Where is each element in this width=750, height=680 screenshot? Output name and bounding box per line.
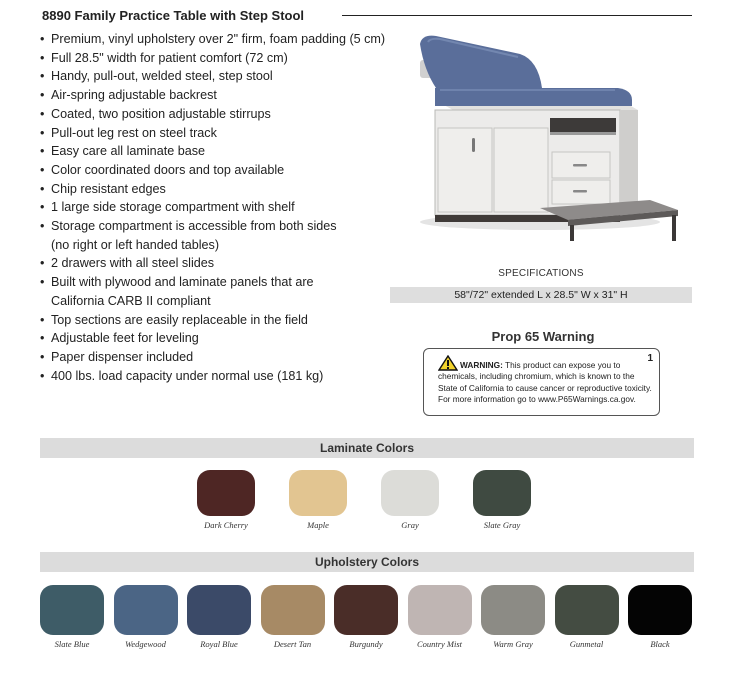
feature-item [40, 105, 390, 124]
bullet-icon: • [40, 219, 45, 234]
warning-line-3: State of California to cause cancer or reproductive toxicity. [438, 382, 652, 393]
drawer-1-handle [573, 164, 587, 167]
warning-text-1: This product can expose you to [502, 360, 621, 370]
feature-text: Top sections are easily replaceable in the field [51, 312, 308, 327]
upholstery-swatch-label: Burgundy [349, 639, 383, 649]
bullet-icon: • [40, 162, 45, 177]
feature-item [40, 217, 390, 254]
upholstery-swatch-burgundy [334, 585, 398, 635]
bullet-icon: • [40, 32, 45, 46]
drawer-2-handle [573, 190, 587, 193]
laminate-swatch-label: Dark Cherry [204, 520, 248, 530]
prop65-title: Prop 65 Warning [491, 329, 595, 344]
door-handle [472, 138, 475, 152]
laminate-swatch-dark-cherry [197, 470, 255, 516]
upholstery-swatch-country-mist [408, 585, 472, 635]
feature-text: Paper dispenser included [51, 349, 194, 364]
upholstery-swatch-label: Country Mist [416, 639, 463, 649]
feature-text: 400 lbs. load capacity under normal use (181 kg) [51, 368, 324, 383]
bullet-icon: • [40, 312, 45, 327]
bullet-icon: • [40, 106, 45, 121]
upholstery-swatch-label: Royal Blue [200, 639, 238, 649]
cabinet-side [620, 110, 638, 215]
feature-item [40, 180, 390, 199]
feature-text: Handy, pull-out, welded steel, step stool [51, 69, 273, 84]
feature-item [40, 329, 390, 348]
bullet-icon: • [40, 88, 45, 103]
upholstery-swatch-label: Desert Tan [273, 639, 312, 649]
upholstery-swatch-slate-blue [40, 585, 104, 635]
laminate-swatch-label: Gray [401, 520, 419, 530]
feature-text: Storage compartment is accessible from both sides [51, 219, 337, 234]
upholstery-swatch-label: Wedgewood [125, 639, 166, 649]
feature-text: 1 large side storage compartment with shelf [51, 200, 295, 215]
feature-text: Adjustable feet for leveling [51, 331, 199, 346]
feature-text: Easy care all laminate base [51, 144, 206, 159]
cabinet-door-left [438, 128, 492, 212]
feature-item [40, 254, 390, 273]
feature-item [40, 67, 390, 86]
feature-item [40, 161, 390, 180]
feature-text: Coated, two position adjustable stirrups [51, 106, 271, 121]
upholstery-swatch-gunmetal [555, 585, 619, 635]
feature-item [40, 49, 390, 68]
specifications-label: SPECIFICATIONS [498, 268, 584, 279]
bullet-icon: • [40, 275, 45, 290]
step-stool-leg-right [672, 215, 676, 241]
warning-line-1 [438, 355, 651, 371]
feature-text: Color coordinated doors and top available [51, 162, 285, 177]
upholstery-swatch-royal-blue [187, 585, 251, 635]
leg-rest [550, 118, 616, 132]
laminate-swatch-label: Maple [307, 520, 329, 530]
feature-item [40, 311, 390, 330]
upholstery-swatch-label: Slate Blue [54, 639, 90, 649]
feature-text: Premium, vinyl upholstery over 2" firm, foam padding (5 cm) [51, 32, 386, 46]
page-title: 8890 Family Practice Table with Step Stool [42, 8, 310, 23]
warning-number: 1 [647, 353, 653, 364]
bullet-icon: • [40, 256, 45, 271]
upholstery-swatch-label: Black [650, 639, 670, 649]
title-row [42, 8, 692, 24]
warning-triangle-icon [438, 355, 458, 371]
bullet-icon: • [40, 69, 45, 84]
feature-item [40, 273, 390, 310]
title-rule [342, 15, 692, 16]
warning-line-4: For more information go to www.P65Warnings.ca.gov. [438, 394, 636, 405]
bullet-icon: • [40, 125, 45, 140]
leg-rest-rail [550, 132, 616, 135]
feature-text: Pull-out leg rest on steel track [51, 125, 217, 140]
bullet-icon: • [40, 349, 45, 364]
upholstery-backrest [420, 36, 542, 88]
feature-text: Built with plywood and laminate panels that are [51, 275, 314, 290]
feature-list [40, 30, 390, 385]
laminate-swatch-label: Slate Gray [483, 520, 521, 530]
upholstery-swatch-label: Warm Gray [493, 639, 533, 649]
laminate-swatch-gray [381, 470, 439, 516]
bullet-icon: • [40, 50, 45, 65]
feature-text: Full 28.5" width for patient comfort (72 cm) [51, 50, 288, 65]
feature-text: Air-spring adjustable backrest [51, 88, 217, 103]
feature-item [40, 142, 390, 161]
bullet-icon: • [40, 181, 45, 196]
feature-text: Chip resistant edges [51, 181, 166, 196]
bullet-icon: • [40, 200, 45, 215]
cabinet-door-right [494, 128, 548, 212]
feature-item [40, 30, 390, 49]
bullet-icon: • [40, 368, 45, 383]
feature-item [40, 86, 390, 105]
feature-item [40, 367, 390, 386]
upholstery-swatch-black [628, 585, 692, 635]
upholstery-swatch-warm-gray [481, 585, 545, 635]
upholstery-swatch-desert-tan [261, 585, 325, 635]
feature-item [40, 348, 390, 367]
upholstery-swatch-label: Gunmetal [569, 639, 604, 649]
upholstery-colors-header: Upholstery Colors [40, 552, 694, 572]
upholstery-swatch-wedgewood [114, 585, 178, 635]
specifications-value: 58"/72" extended L x 28.5" W x 31" H [390, 287, 692, 303]
laminate-swatch-slate-gray [473, 470, 531, 516]
bullet-icon: • [40, 144, 45, 159]
laminate-colors-header: Laminate Colors [40, 438, 694, 458]
laminate-swatch-maple [289, 470, 347, 516]
warning-line-2: chemicals, including chromium, which is known to the [438, 371, 635, 382]
feature-item [40, 124, 390, 143]
feature-text-continued: California CARB II compliant [51, 293, 211, 308]
feature-text-continued: (no right or left handed tables) [51, 237, 220, 252]
feature-text: 2 drawers with all steel slides [51, 256, 215, 271]
feature-item [40, 198, 390, 217]
product-image [410, 30, 692, 250]
step-stool-leg-left [570, 225, 574, 241]
bullet-icon: • [40, 331, 45, 346]
warning-lead: WARNING: [460, 360, 503, 370]
prop65-warning-box [423, 348, 660, 416]
